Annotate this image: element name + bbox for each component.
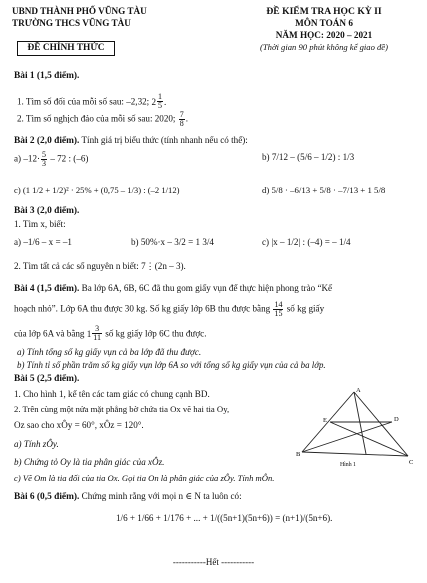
mixed-number xyxy=(87,325,103,342)
bai3-q2: 2. Tìm tất cả các số nguyên n biết: 7⋮(2n – 3). xyxy=(14,261,186,271)
bai2-b-label: b) xyxy=(262,152,270,162)
bai1-q1-text: 1. Tìm số đối của mỗi số sau: –2,32; xyxy=(17,96,150,107)
bai2-heading xyxy=(14,134,248,147)
numerator: 5 xyxy=(42,150,47,159)
time-note: (Thời gian 90 phút không kể giao đề) xyxy=(260,42,388,52)
denominator: 5 xyxy=(158,101,163,110)
bai5-q2-line2: Oz sao cho xÔy = 60°, xÔz = 120°. xyxy=(14,420,144,430)
bai3-title: Bài 3 (2,0 điểm). xyxy=(14,206,80,216)
bai2-a xyxy=(14,151,88,168)
bai5-b: b) Chứng tỏ Oy là tia phân giác của xÔz. xyxy=(14,457,165,467)
bai1-title: Bài 1 (1,5 điểm). xyxy=(14,71,80,81)
point-label-d: D xyxy=(394,416,399,423)
school-name: TRƯỜNG THCS VŨNG TÀU xyxy=(12,18,131,28)
department-name: UBND THÀNH PHỐ VŨNG TÀU xyxy=(12,6,147,16)
bai4-line3-pre: của lớp 6A và bằng xyxy=(14,328,85,339)
bai3-q1: 1. Tìm x, biết: xyxy=(14,219,66,229)
bai2-d xyxy=(262,184,385,196)
denominator: 15 xyxy=(274,309,283,318)
bai1-q2: 2. Tìm số nghịch đảo của mỗi số sau: 2020; $\frac{7}{8}$ . xyxy=(17,110,189,128)
bai3-c-label: c) xyxy=(262,237,270,247)
bai2-a-expr-pre: –12· xyxy=(23,153,41,164)
bai3-c-expr: |x – 1/2| : (–4) = – 1/4 xyxy=(271,237,351,247)
bai4-title: Bài 4 (1,5 điểm). xyxy=(14,284,80,294)
bai3-b xyxy=(131,236,214,248)
bai5-c: c) Vẽ Om là tia đối của tia Ox. Gọi tia On là phân giác của zÔy. Tính mÔn. xyxy=(14,473,275,483)
bai4-b: b) Tính tỉ số phần trăm số kg giấy vụn lớp 6A so với tổng số kg giấy vụn của cả ba lớp. xyxy=(17,360,326,370)
bai4-line1-text: Ba lớp 6A, 6B, 6C đã thu gom giấy vụn để thực hiện phong trào “Kế xyxy=(81,283,333,293)
segment-AC xyxy=(354,392,408,456)
bai6-heading xyxy=(14,490,242,503)
point-label-c: C xyxy=(409,459,414,466)
denominator: 11 xyxy=(93,333,101,342)
bai4-line1 xyxy=(14,282,332,295)
bai4-a: a) Tính tổng số kg giấy vụn cả ba lớp đã thu được. xyxy=(17,347,202,357)
segment-BC xyxy=(302,452,408,456)
exam-title: ĐỀ KIỂM TRA HỌC KỲ II xyxy=(266,6,382,17)
bai3-b-label: b) xyxy=(131,237,139,247)
denominator: 3 xyxy=(42,159,47,168)
numerator: 14 xyxy=(274,300,283,309)
bai2-c-expr: (1 1/2 + 1/2)² · 25% + (0,75 – 1/3) : (–2 1/12) xyxy=(22,185,180,195)
fraction xyxy=(41,151,47,168)
bai2-a-label: a) xyxy=(14,153,22,164)
bai2-intro: Tính giá trị biểu thức (tính nhanh nếu có thể): xyxy=(81,135,248,145)
bai5-title: Bài 5 (2,5 điểm). xyxy=(14,374,80,384)
point-label-b: B xyxy=(296,451,301,458)
numerator: 7 xyxy=(179,110,184,119)
bai3-a xyxy=(14,236,72,248)
fraction xyxy=(92,325,102,342)
fraction xyxy=(157,93,163,110)
bai3-a-expr: –1/6 – x = –1 xyxy=(23,237,72,247)
bai2-a-expr-post: – 72 : (–6) xyxy=(50,153,89,164)
subject-title: MÔN TOÁN 6 xyxy=(295,18,353,28)
bai2-title: Bài 2 (2,0 điểm). xyxy=(14,136,80,146)
bai3-a-label: a) xyxy=(14,237,22,247)
school-year: NĂM HỌC: 2020 – 2021 xyxy=(275,30,373,40)
bai5-q1: 1. Cho hình 1, kể tên các tam giác có chung cạnh BD. xyxy=(14,389,210,399)
bai1-q1-mixed-number: 2 $\frac{1}{5}$ . xyxy=(151,92,167,110)
bai6-expr: 1/6 + 1/66 + 1/176 + ... + 1/((5n+1)(5n+6)) = (n+1)/(5n+6). xyxy=(116,513,333,523)
bai1-q1 xyxy=(17,93,166,110)
figure-caption: Hình 1 xyxy=(340,462,356,468)
segment-median xyxy=(354,392,366,454)
mixed-whole: 2 xyxy=(151,96,157,107)
fraction xyxy=(273,301,283,318)
point-label-a: A xyxy=(356,387,361,394)
bai2-b xyxy=(262,151,354,163)
footer-end: -----------Hết ----------- xyxy=(172,557,255,567)
bai4-line3 xyxy=(14,325,206,342)
official-exam-box: ĐỀ CHÍNH THỨC xyxy=(17,41,115,56)
bai2-b-expr: 7/12 – (5/6 – 1/2) : 1/3 xyxy=(271,152,355,162)
bai3-b-expr: 50%·x – 3/2 = 1 3/4 xyxy=(140,237,214,247)
bai4-line2-post: số kg giấy xyxy=(286,303,325,314)
bai5-a: a) Tính zÔy. xyxy=(14,439,59,449)
bai4-line2-pre: hoạch nhỏ”. Lớp 6A thu được 30 kg. Số kg giấy lớp 6B thu được bằng xyxy=(14,303,271,314)
bai4-line3-post: số kg giấy lớp 6C thu được. xyxy=(105,328,207,339)
mixed-whole: 1 xyxy=(86,328,92,339)
denominator: 8 xyxy=(179,119,184,128)
fraction xyxy=(179,111,185,128)
bai6-title: Bài 6 (0,5 điểm). xyxy=(14,492,80,502)
bai2-d-expr: 5/8 · –6/13 + 5/8 · –7/13 + 1 5/8 xyxy=(271,185,386,195)
point-label-e: E xyxy=(323,417,327,424)
bai3-c xyxy=(262,236,351,248)
numerator: 3 xyxy=(92,325,102,334)
figure-hinh-1 xyxy=(296,386,416,468)
bai2-d-label: d) xyxy=(262,185,270,195)
bai5-q2-line1: 2. Trên cùng một nửa mặt phẳng bờ chứa tia Ox vẽ hai tia Oy, xyxy=(14,404,230,414)
numerator: 1 xyxy=(158,92,163,101)
bai1-q2-text: 2. Tìm số nghịch đảo của mỗi số sau: 2020; xyxy=(17,113,176,124)
bai4-line2 xyxy=(14,301,324,318)
bai6-intro: Chứng minh rằng với mọi n ∈ N ta luôn có: xyxy=(81,491,242,501)
bai2-c-label: c) xyxy=(14,185,21,195)
bai2-c xyxy=(14,184,180,196)
